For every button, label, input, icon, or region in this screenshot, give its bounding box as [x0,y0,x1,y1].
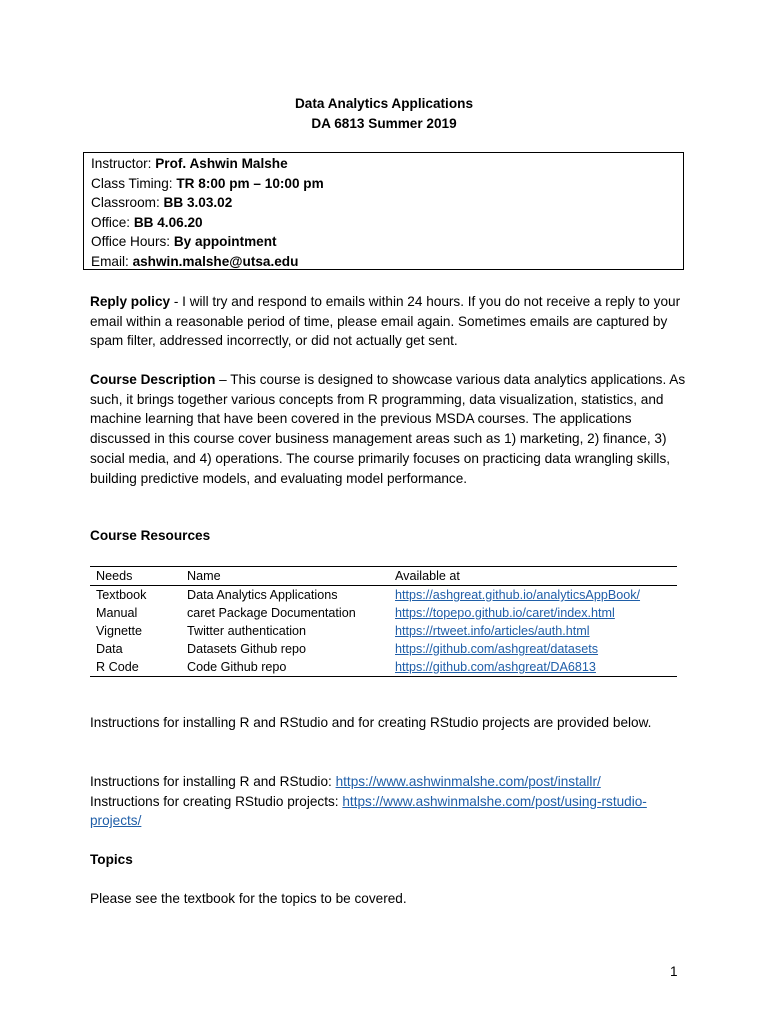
course-description-paragraph [90,370,690,488]
url-cell [389,604,677,622]
projects-label: Instructions for creating RStudio projects: [90,793,343,809]
course-resources-heading: Course Resources [90,528,211,543]
office-hours-value: By appointment [173,234,277,250]
instructor-value: Prof. Ashwin Malshe [155,156,288,171]
url-cell [389,640,677,658]
document-title-block [0,94,768,133]
name-cell: Twitter authentication [187,624,307,638]
install-label: Instructions for installing R and RStudio: [90,774,336,789]
email-line [91,252,683,272]
needs-cell: Manual [96,606,138,620]
email-value: ashwin.malshe@utsa.edu [132,253,299,269]
instructor-line [91,154,683,174]
course-description-heading: Course Description [90,372,216,387]
topics-heading: Topics [90,852,133,867]
name-cell: caret Package Documentation [187,606,356,620]
reply-policy-paragraph [90,292,690,351]
office-label: Office: [91,214,131,230]
office-hours-line [91,232,683,252]
email-label: Email: [91,253,129,269]
classroom-value: BB 3.03.02 [163,195,233,211]
textbook-link[interactable]: https://ashgreat.github.io/analyticsAppBook/ [395,588,641,602]
name-cell: Datasets Github repo [187,642,307,656]
name-cell: Code Github repo [187,660,287,674]
needs-cell: R Code [96,660,139,674]
url-cell [389,658,677,677]
column-header-name: Name [181,567,389,586]
reply-policy-text: - I will try and respond to emails within 24 hours. If you do not receive a reply to your email within a reasonable period of time, please email again. Sometimes emails are captured by spam filter, addressed incorrectly, or did not actually get sent. [90,294,681,349]
url-cell [389,622,677,640]
install-instructions-line [90,772,690,792]
course-info-box [83,152,684,270]
office-value: BB 4.06.20 [133,214,203,230]
rstudio-projects-link[interactable]: https://www.ashwinmalshe.com/post/using-rstudio-projects/ [90,793,647,829]
office-hours-label: Office Hours: [91,234,171,250]
classroom-label: Classroom: [91,195,160,211]
manual-link[interactable]: https://topepo.github.io/caret/index.html [395,606,615,620]
instructor-label: Instructor: [91,156,152,171]
course-description-text: – This course is designed to showcase various data analytics applications. As such, it brings together various concepts from R programming, data visualization, statistics, and machine learning that have been covered in the previous MSDA courses. The applications discussed in this course cover business management areas such as 1) marketing, 2) finance, 3) social media, and 4) operations. The course primarily focuses on practicing data wrangling skills, building predictive models, and evaluating model performance. [90,372,686,486]
name-cell: Data Analytics Applications [187,588,338,602]
vignette-link[interactable]: https://rtweet.info/articles/auth.html [395,624,590,638]
projects-instructions-line [90,792,690,831]
column-header-available-at: Available at [389,567,677,586]
topics-text: Please see the textbook for the topics to be covered. [90,891,407,906]
table-row [90,622,677,640]
r-code-link[interactable]: https://github.com/ashgreat/DA6813 [395,660,596,674]
document-title: Data Analytics Applications [294,96,474,111]
needs-cell: Data [96,642,123,656]
document-subtitle: DA 6813 Summer 2019 [311,115,457,131]
resources-table [90,566,677,677]
table-row [90,604,677,622]
classroom-line [91,193,683,213]
table-row [90,658,677,677]
office-line [91,213,683,233]
needs-cell: Textbook [96,588,147,602]
instructions-intro: Instructions for installing R and RStudio and for creating RStudio projects are provided below. [90,715,652,730]
data-link[interactable]: https://github.com/ashgreat/datasets [395,642,599,656]
timing-label: Class Timing: [91,175,173,191]
instructions-links [90,772,690,831]
needs-cell: Vignette [96,624,142,638]
install-r-link[interactable]: https://www.ashwinmalshe.com/post/installr/ [335,774,601,789]
page-number: 1 [670,964,678,979]
url-cell [389,586,677,605]
timing-value: TR 8:00 pm – 10:00 pm [176,175,324,191]
reply-policy-heading: Reply policy [90,294,171,309]
resources-header-row [90,567,677,586]
column-header-needs: Needs [90,567,181,586]
table-row [90,640,677,658]
timing-line [91,174,683,194]
table-row [90,586,677,605]
